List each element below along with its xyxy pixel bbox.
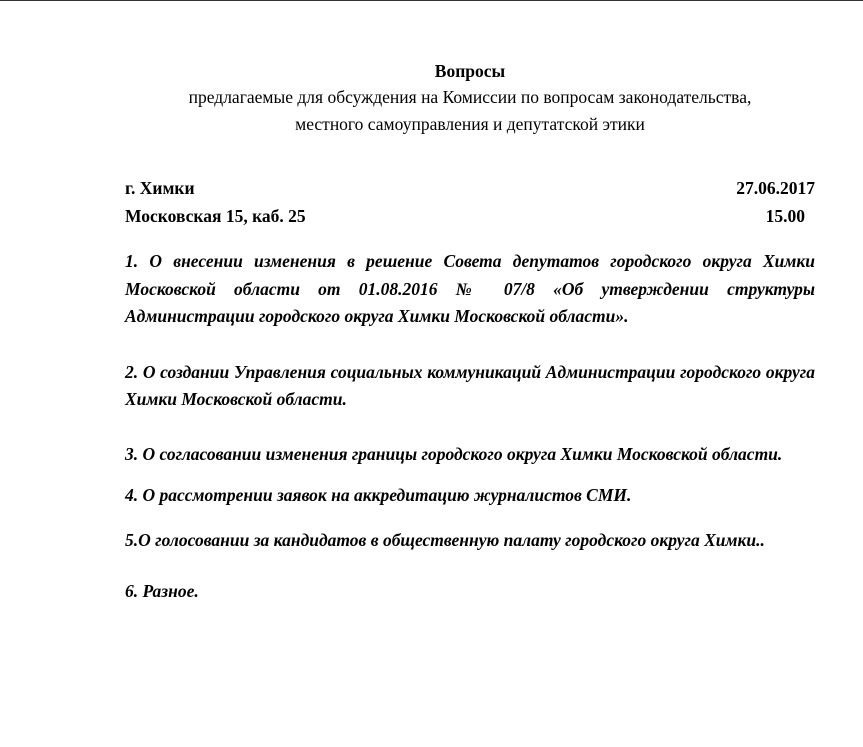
agenda-item-3: 3. О согласовании изменения границы городского округа Химки Московской области. <box>125 443 783 464</box>
location-date-row <box>125 174 815 202</box>
meeting-time: 15.00 <box>765 206 805 226</box>
meeting-details <box>125 174 815 230</box>
agenda-list <box>125 248 815 606</box>
document-subtitle-line-1: предлагаемые для обсуждения на Комиссии по вопросам законодательства, <box>188 87 752 107</box>
agenda-item-1: 1. О внесении изменения в решение Совета депутатов городского округа Химки Московской области от 01.08.2016 № 07/8 «Об утверждении структуры Администрации городского округа Химки Московской области». <box>125 251 815 326</box>
address-time-row <box>125 202 815 230</box>
meeting-date: 27.06.2017 <box>736 178 815 198</box>
agenda-item-5: 5.О голосовании за кандидатов в общественную палату городского округа Химки.. <box>125 529 765 550</box>
document-subtitle-line-2: местного самоуправления и депутатской этики <box>295 114 645 134</box>
document-page <box>125 58 815 633</box>
agenda-item-6: 6. Разное. <box>125 581 199 601</box>
agenda-item-2: 2. О создании Управления социальных коммуникаций Администрации городского округа Химки Московской области. <box>125 361 815 409</box>
agenda-item-4: 4. О рассмотрении заявок на аккредитацию журналистов СМИ. <box>125 485 632 505</box>
city: г. Химки <box>125 178 195 198</box>
document-title: Вопросы <box>434 61 506 81</box>
top-border-line <box>0 0 863 1</box>
address: Московская 15, каб. 25 <box>125 206 306 226</box>
